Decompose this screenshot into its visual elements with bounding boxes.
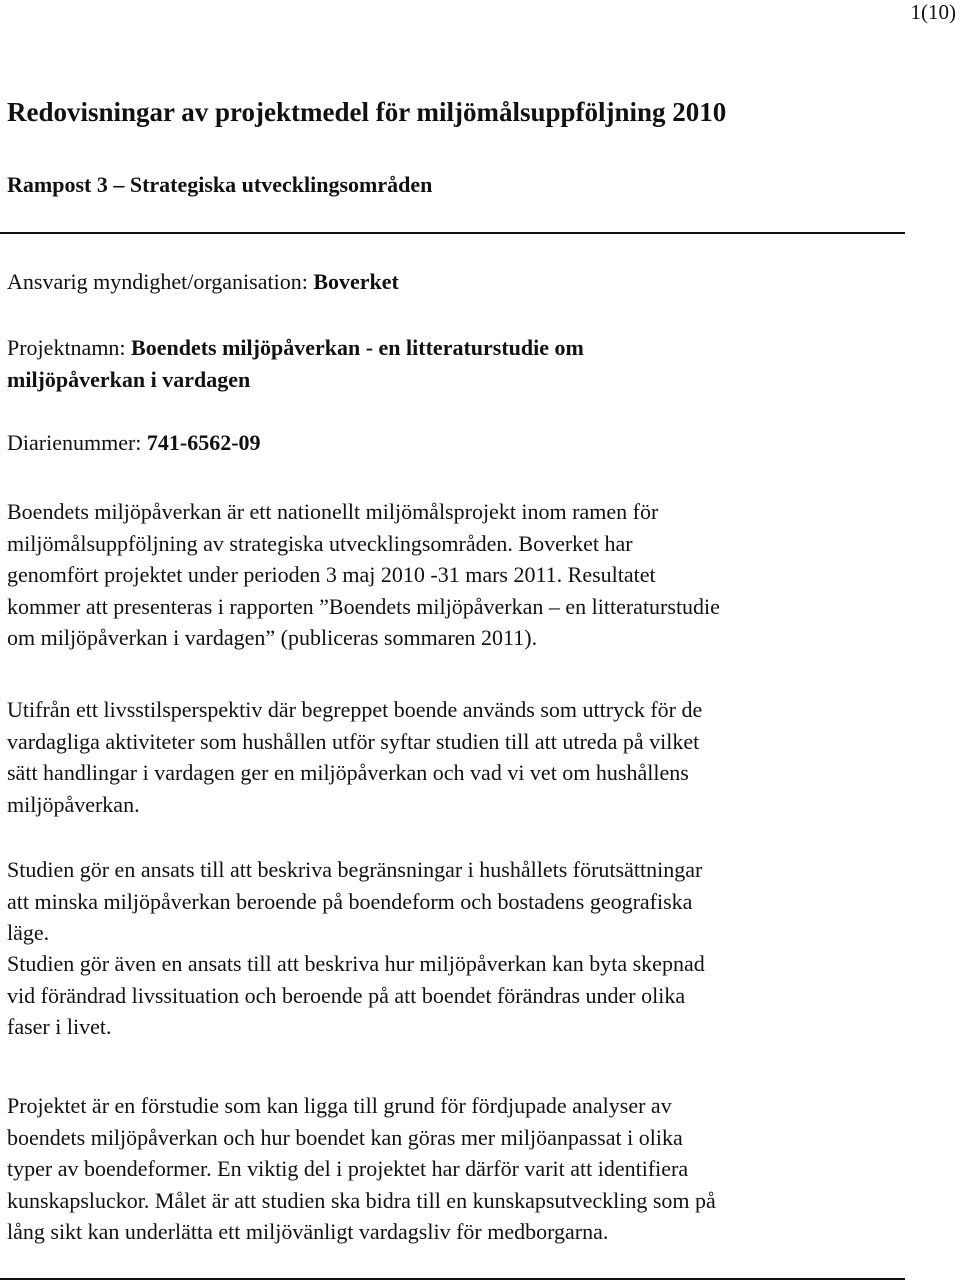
text-line: lång sikt kan underlätta ett miljövänligt vardagsliv för medborgarna.	[7, 1219, 609, 1244]
authority-label: Ansvarig myndighet/organisation:	[7, 269, 314, 294]
diary-number-field	[7, 427, 907, 459]
top-divider	[0, 232, 905, 234]
text-line: Utifrån ett livsstilsperspektiv där begreppet boende används som uttryck för de	[7, 697, 703, 722]
text-line: Projektet är en förstudie som kan ligga till grund för fördjupade analyser av	[7, 1093, 672, 1118]
text-line: miljöpåverkan.	[7, 791, 140, 817]
paragraph-prestudy	[7, 1090, 912, 1248]
text-line: miljömålsuppföljning av strategiska utvecklingsområden. Boverket har	[7, 530, 633, 556]
text-line: vardagliga aktiviteter som hushållen utför syftar studien till att utreda på vilket	[7, 728, 700, 754]
authority-value: Boverket	[313, 269, 399, 294]
bottom-divider	[0, 1278, 905, 1280]
text-line: typer av boendeformer. En viktig del i projektet har därför varit att identifiera	[7, 1156, 689, 1181]
text-line: Boendets miljöpåverkan är ett nationellt miljömålsprojekt inom ramen för	[7, 499, 659, 524]
text-line: läge.	[7, 920, 50, 945]
project-name-value-line1: Boendets miljöpåverkan - en litteraturstudie om	[131, 335, 584, 360]
text-line: att minska miljöpåverkan beroende på boendeform och bostadens geografiska	[7, 888, 693, 914]
text-line: Studien gör en ansats till att beskriva begränsningar i hushållets förutsättningar	[7, 857, 703, 882]
text-line: sätt handlingar i vardagen ger en miljöpåverkan och vad vi vet om hushållens	[7, 760, 689, 785]
diary-number-value: 741-6562-09	[146, 430, 261, 455]
page-number: 1(10)	[910, 0, 956, 24]
text-line: genomfört projektet under perioden 3 maj 2010 -31 mars 2011. Resultatet	[7, 562, 656, 587]
paragraph-project-summary	[7, 496, 912, 654]
paragraph-life-phases	[7, 948, 912, 1043]
project-name-label: Projektnamn:	[7, 335, 132, 360]
project-name-value-line2: miljöpåverkan i vardagen	[7, 367, 251, 392]
text-line: vid förändrad livssituation och beroende på att boendet förändras under olika	[7, 982, 686, 1008]
text-line: om miljöpåverkan i vardagen” (publiceras sommaren 2011).	[7, 625, 538, 650]
authority-field	[7, 266, 907, 298]
paragraph-limitations	[7, 854, 912, 949]
diary-number-label: Diarienummer:	[7, 430, 147, 455]
paragraph-purpose	[7, 694, 912, 820]
document-subtitle: Rampost 3 – Strategiska utvecklingsområden	[7, 172, 433, 197]
text-line: kommer att presenteras i rapporten ”Boendets miljöpåverkan – en litteraturstudie	[7, 593, 720, 619]
text-line: faser i livet.	[7, 1014, 112, 1039]
text-line: boendets miljöpåverkan och hur boendet kan göras mer miljöanpassat i olika	[7, 1124, 683, 1150]
text-line: kunskapsluckor. Målet är att studien ska bidra till en kunskapsutveckling som på	[7, 1187, 716, 1213]
text-line: Studien gör även en ansats till att beskriva hur miljöpåverkan kan byta skepnad	[7, 951, 705, 976]
document-title: Redovisningar av projektmedel för miljömålsuppföljning 2010	[7, 97, 727, 127]
project-name-field	[7, 332, 907, 396]
